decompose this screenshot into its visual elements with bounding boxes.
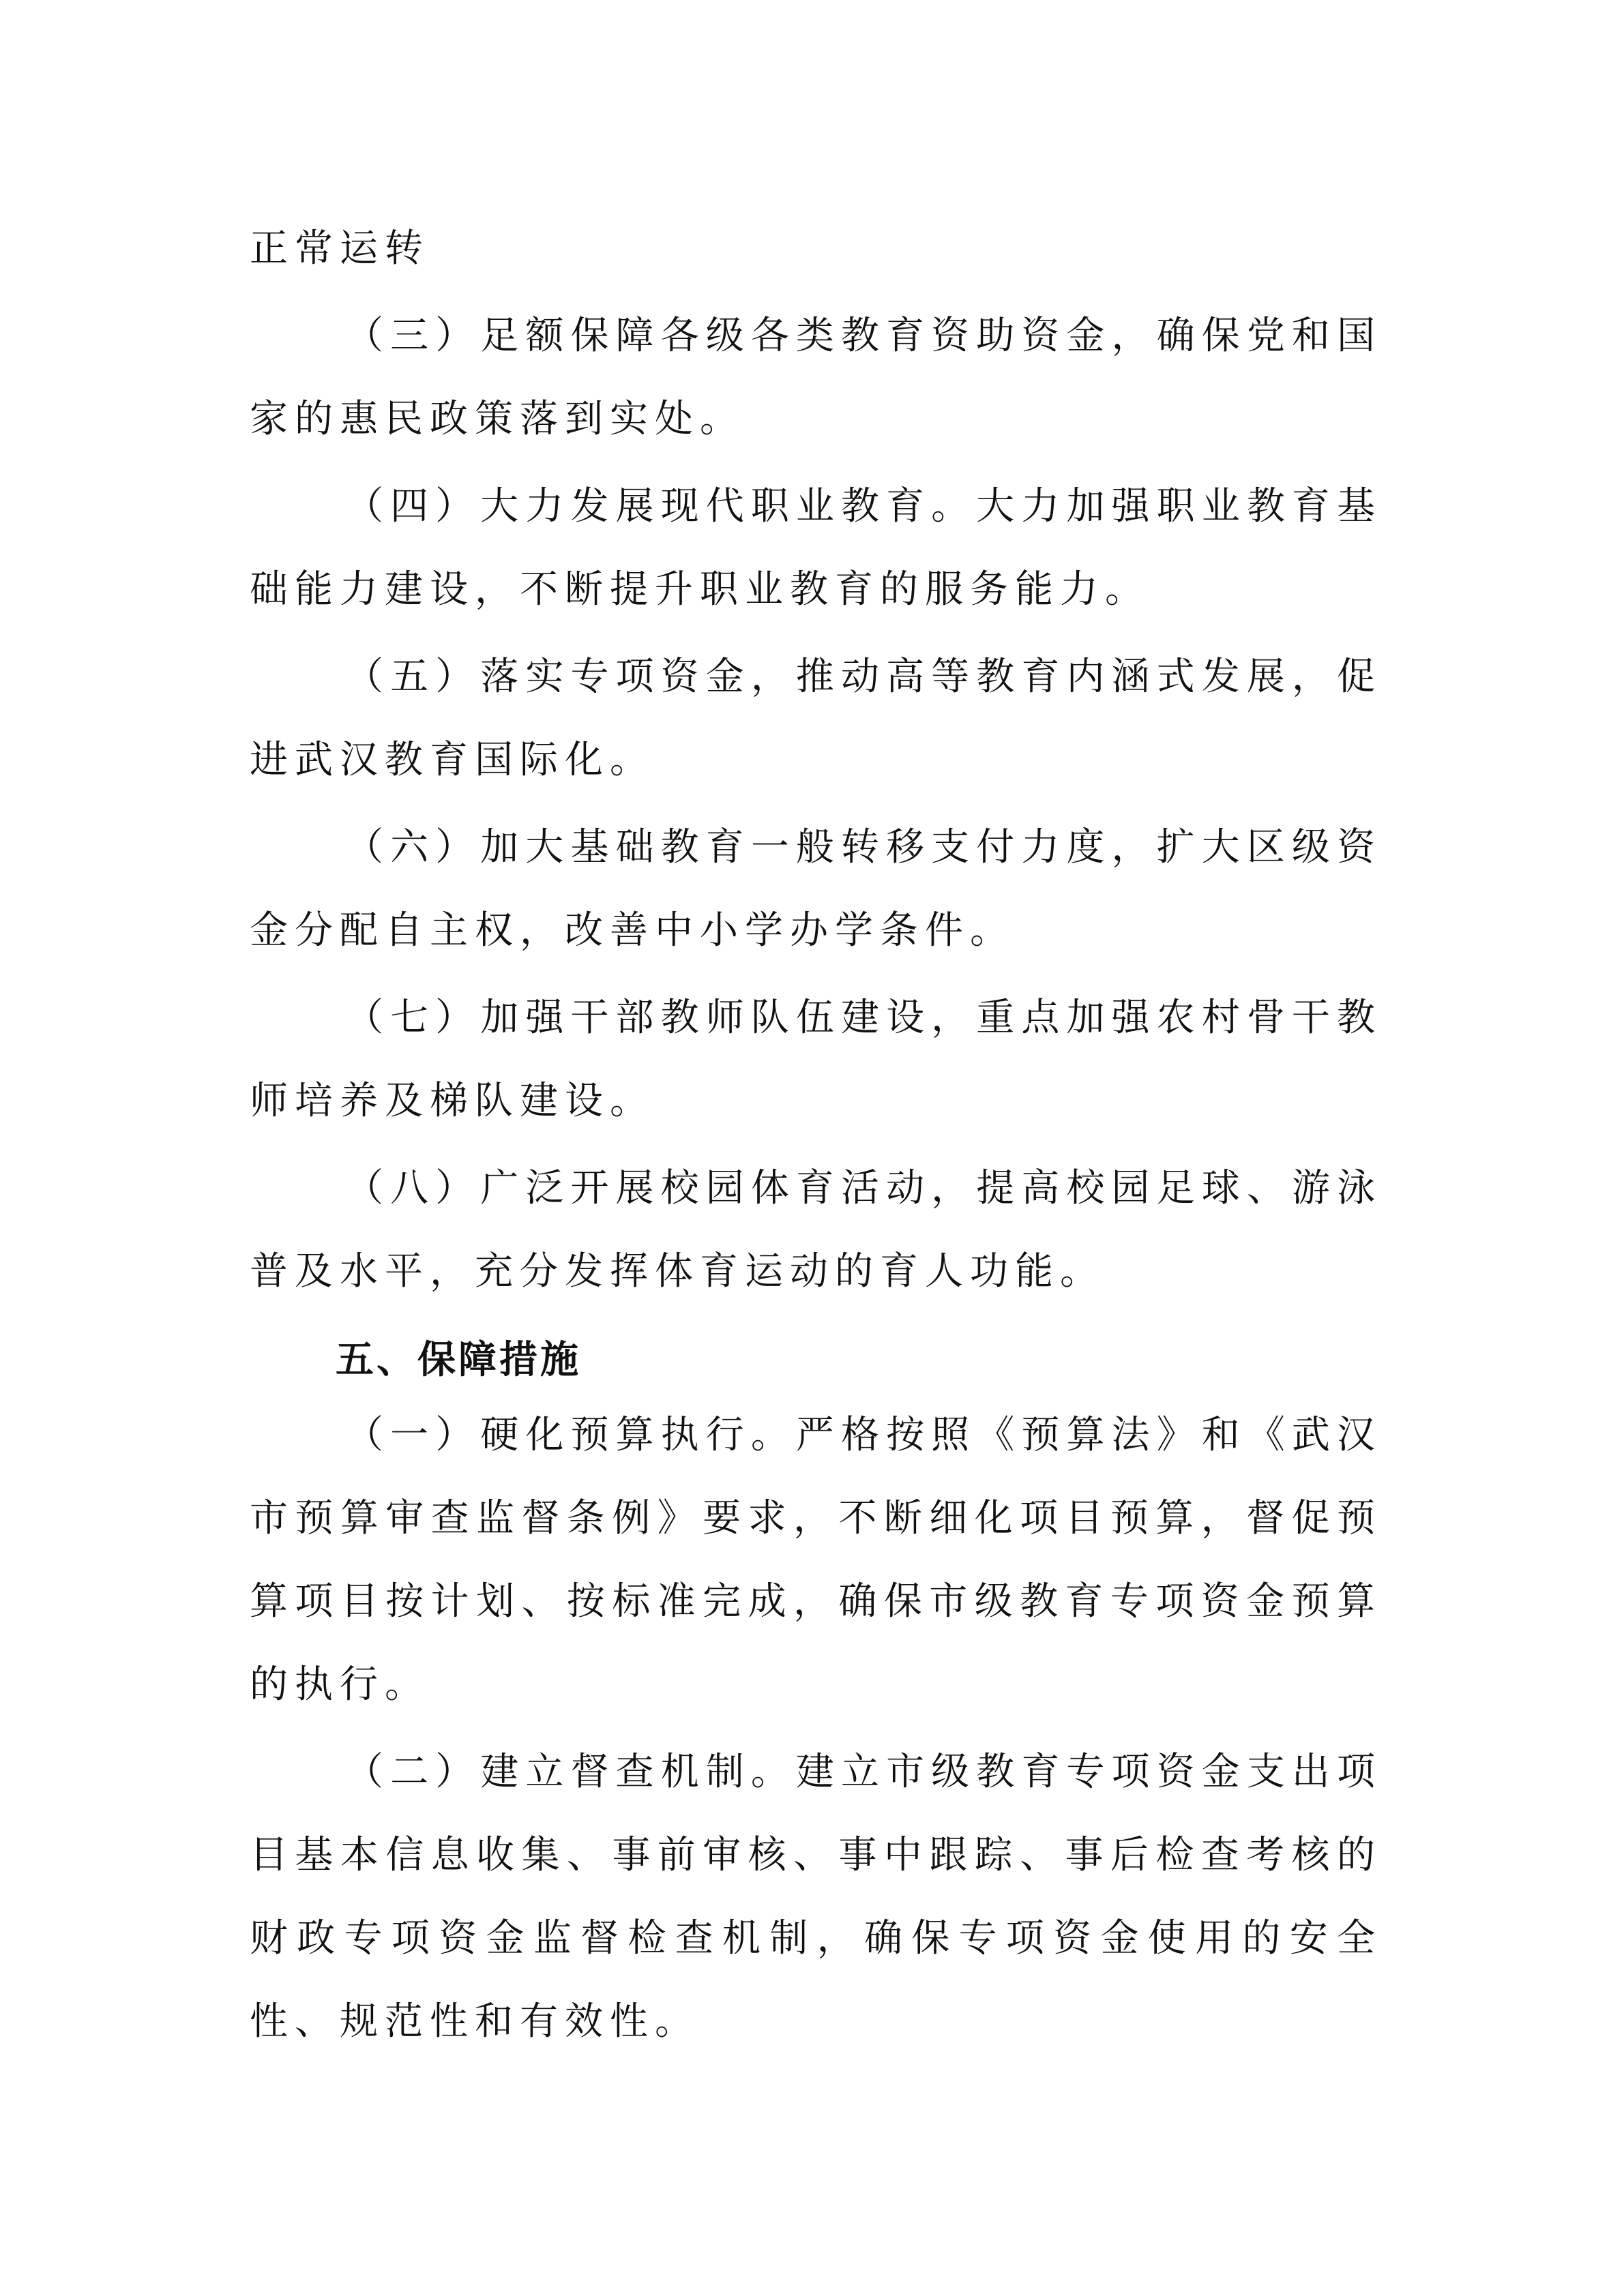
document-body (250, 207, 1382, 2063)
paragraph-item-8: （八）广泛开展校园体育活动，提高校园足球、游泳普及水平，充分发挥体育运动的育人功能。 (250, 1166, 1382, 1294)
paragraph-item-6: （六）加大基础教育一般转移支付力度，扩大区级资金分配自主权，改善中小学办学条件。 (250, 825, 1382, 953)
paragraph-measure-2: （二）建立督查机制。建立市级教育专项资金支出项目基本信息收集、事前审核、事中跟踪、事后检查考核的财政专项资金监督检查机制，确保专项资金使用的安全性、规范性和有效性。 (250, 1750, 1382, 2044)
section-heading: 五、保障措施 (336, 1338, 581, 1382)
paragraph-item-5: （五）落实专项资金，推动高等教育内涵式发展，促进武汉教育国际化。 (250, 655, 1382, 782)
paragraph-item-3: （三）足额保障各级各类教育资助资金，确保党和国家的惠民政策落到实处。 (250, 314, 1382, 441)
paragraph-measure-1: （一）硬化预算执行。严格按照《预算法》和《武汉市预算审查监督条例》要求，不断细化项目预算，督促预算项目按计划、按标准完成，确保市级教育专项资金预算的执行。 (250, 1413, 1382, 1707)
paragraph-continuation: 正常运转 (250, 226, 430, 271)
paragraph-item-4: （四）大力发展现代职业教育。大力加强职业教育基础能力建设，不断提升职业教育的服务能力。 (250, 484, 1382, 612)
paragraph-item-7: （七）加强干部教师队伍建设，重点加强农村骨干教师培养及梯队建设。 (250, 996, 1382, 1123)
